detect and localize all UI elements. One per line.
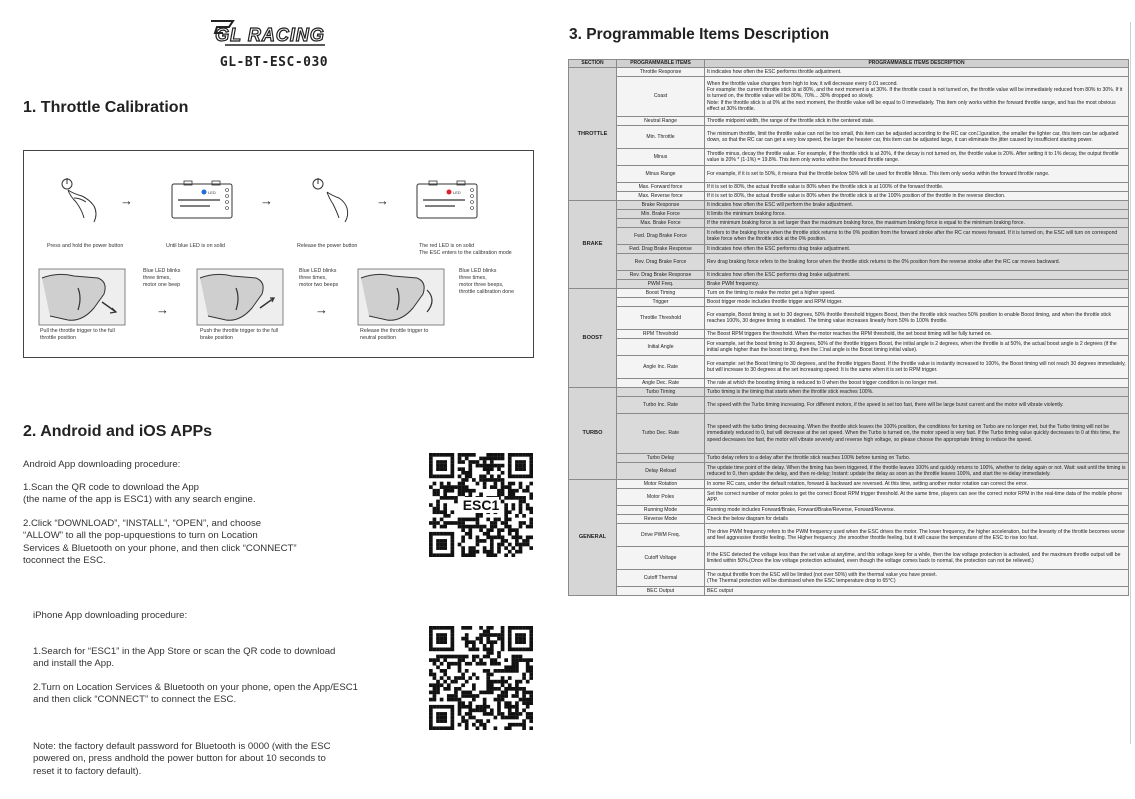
item-description-cell: Running mode includes Forward/Brake, Forward/Brake/Reverse, Forward/Reverse. <box>705 506 1129 515</box>
item-description-cell: The minimum throttle, limit the throttle value can not be too small, this item can be adjusted according to the RC car con☐guration, the smaller the lighter car, this item can be adjusted down, so that the RC car can get a very low speed, the larger the heavier car, this item can be adjusted large, it can eliminate the jitter caused by insufficient starting power. <box>705 126 1129 149</box>
item-name-cell: Minus Range <box>617 166 705 183</box>
item-description-cell: If it is set to 80%, the actual throttle value is 80% when the throttle stick is at 100% of the forward throttle. <box>705 183 1129 192</box>
item-description-cell: It refers to the braking force when the throttle stick returns to the 0% position from the forward stroke after the RC car moves forward. If it is turned on, the ESC will turn on correspond brake force when the throttle stick at the 0% position. <box>705 228 1129 245</box>
step-note: Blue LED blinks three times, motor three beeps, throttle calibration done <box>459 268 515 295</box>
transmitter-neutral-icon <box>357 268 445 326</box>
section-cell: BOOST <box>569 289 617 388</box>
item-name-cell: Coast <box>617 77 705 117</box>
item-name-cell: Reverse Mode <box>617 515 705 524</box>
table-row <box>569 126 1129 149</box>
item-description-cell: Brake PWM frequency. <box>705 280 1129 289</box>
item-name-cell: Throttle Threshold <box>617 307 705 330</box>
item-name-cell: Turbo Delay <box>617 454 705 463</box>
hand-press-icon <box>54 176 104 224</box>
table-row <box>569 388 1129 397</box>
item-name-cell: Trigger <box>617 298 705 307</box>
right-page <box>566 0 1135 799</box>
step-caption: Release the power button <box>297 243 358 249</box>
item-name-cell: PWM Freq. <box>617 280 705 289</box>
table-row <box>569 454 1129 463</box>
step-caption: Push the throttle trigger to the full brake position <box>200 328 279 341</box>
table-row <box>569 210 1129 219</box>
calibration-heading: 1. Throttle Calibration <box>23 99 189 116</box>
led-label: LED <box>453 190 461 195</box>
item-description-cell: It limits the minimum braking force. <box>705 210 1129 219</box>
programmable-items-table <box>568 59 1129 596</box>
table-row <box>569 397 1129 414</box>
table-row <box>569 414 1129 454</box>
item-description-cell: Throttle minus, decay the throttle value. For example, if the throttle stick is at 20%, if the decay is not turned on, the throttle value is 20%. After setting it to 1% decay, the output throttle value is 20% * (1-1%) = 19.8%. This item only works within the forward throttle range. <box>705 149 1129 166</box>
table-row <box>569 77 1129 117</box>
item-name-cell: Minus <box>617 149 705 166</box>
item-description-cell: Rev drag braking force refers to the braking force when the throttle stick returns to the 0% position from the reverse stroke after the RC car moves backward. <box>705 254 1129 271</box>
step-note: Blue LED blinks three times, motor two beeps <box>299 268 339 288</box>
item-description-cell: Set the correct number of motor poles to get the correct Boost RPM trigger threshold. At the same time, players can see the correct motor RPM in the real-time data of the mobile phone APP. <box>705 489 1129 506</box>
table-row <box>569 183 1129 192</box>
table-row <box>569 524 1129 547</box>
item-name-cell: Rev. Drag Brake Force <box>617 254 705 271</box>
table-row <box>569 339 1129 356</box>
table-row <box>569 149 1129 166</box>
col-section-header: SECTION <box>569 60 617 68</box>
esc-red-led-icon <box>415 180 481 222</box>
item-description-cell: The drive PWM frequency refers to the PWM frequency used when the ESC drives the motor. The lower frequency, the higher acceleration, but the linearity of the throttle becomes worse and feel aggressive throttle feeling. The Higher frequency ,the smoother throttle feeling, but it will cause the temperature of the ESC to rise too fast. <box>705 524 1129 547</box>
item-description-cell: It indicates how often the ESC performs drag brake adjustment. <box>705 271 1129 280</box>
table-row <box>569 307 1129 330</box>
step-caption: Press and hold the power button <box>47 243 124 249</box>
item-name-cell: Max. Forward force <box>617 183 705 192</box>
table-row <box>569 192 1129 201</box>
table-row <box>569 166 1129 183</box>
item-description-cell: If the ESC detected the voltage less than the set value at anytime, and this voltage keep for a while, then the low voltage protection is activated, and the maximum throttle output will be limited within 50%.(Once the low voltage protection activated, even though the voltage comes back to normal, the protection can not be relieved.) <box>705 547 1129 570</box>
item-description-cell: BEC output <box>705 587 1129 596</box>
item-description-cell: For example, Boost timing is set to 30 degrees, 50% throttle threshold triggers Boost, then the throttle stick reaches 50% position to enable Boost timing, and when the throttle stick reaches 100%, 30 degree timing is enabled. The timing value increases linearly from 50% to 100% throttle. <box>705 307 1129 330</box>
table-row <box>569 280 1129 289</box>
iphone-title: iPhone App downloading procedure: <box>33 610 188 621</box>
item-description-cell: In some RC cars, under the default rotation, forward & backward are reversed. At this time, setting another motor rotation can correct the error. <box>705 480 1129 489</box>
item-name-cell: RPM Threshold <box>617 330 705 339</box>
item-description-cell: For example, if it is set to 50%, it means that the throttle below 50% will be used for throttle Minus. This item only works within the forward throttle range. <box>705 166 1129 183</box>
item-description-cell: Boost trigger mode includes throttle trigger and RPM trigger. <box>705 298 1129 307</box>
table-row <box>569 298 1129 307</box>
item-description-cell: For example: set the Boost timing to 30 degrees, and the throttle triggers Boost. If the throttle value is instantly increased to 100%, the Boost timing will not reach 30 degrees immediately, but will increase to 30 degrees at the set increasing speed: It is the same when it is set to RPM trigger. <box>705 356 1129 379</box>
step-caption: Pull the throttle trigger to the full throttle position <box>40 328 115 341</box>
transmitter-pull-icon <box>38 268 126 326</box>
model-number: GL-BT-ESC-030 <box>219 55 329 70</box>
item-name-cell: Brake Response <box>617 201 705 210</box>
left-page <box>0 0 560 799</box>
item-name-cell: Cutoff Thermal <box>617 570 705 587</box>
table-row <box>569 515 1129 524</box>
item-name-cell: Turbo Dec. Rate <box>617 414 705 454</box>
hand-release-icon <box>305 176 355 224</box>
step-caption: Release the throttle trigger to neutral position <box>360 328 429 341</box>
table-row <box>569 219 1129 228</box>
android-qr-code[interactable] <box>429 453 533 557</box>
arrow-icon: → <box>260 193 273 208</box>
arrow-icon: → <box>376 193 389 208</box>
item-name-cell: Cutoff Voltage <box>617 547 705 570</box>
item-name-cell: Turbo Inc. Rate <box>617 397 705 414</box>
section-cell: THROTTLE <box>569 68 617 201</box>
bluetooth-note: Note: the factory default password for Bluetooth is 0000 (with the ESC powered on, press andhold the power button for about 10 seconds to reset it to factory default). <box>33 741 331 777</box>
item-description-cell: The rate at which the boosting timing is reduced to 0 when the boost trigger condition is no longer met. <box>705 379 1129 388</box>
table-row <box>569 570 1129 587</box>
table-row <box>569 379 1129 388</box>
item-name-cell: BEC Output <box>617 587 705 596</box>
item-name-cell: Max. Reverse force <box>617 192 705 201</box>
item-name-cell: Initial Angle <box>617 339 705 356</box>
table-row <box>569 489 1129 506</box>
table-row <box>569 587 1129 596</box>
item-description-cell: Turbo delay refers to a delay after the throttle stick reaches 100% before turning on Turbo. <box>705 454 1129 463</box>
calibration-diagram <box>23 150 534 358</box>
arrow-icon: → <box>315 302 328 317</box>
item-description-cell: The speed with the turbo timing decreasing. When the throttle stick leaves the 100% position, the conditions for turning on Turbo are no longer met, but the Turbo timing will not be immediately reduced to 0, but will decrease at the set speed. When the Turbo is turned on, the motor speed is very fast. If the Turbo timing value quickly decreases to 0 at this time, the speed decreases too fast, the motor will vibrate severely and reverse high voltage, so please choose the appropriate timing to reduce the speed. <box>705 414 1129 454</box>
table-header-row <box>569 60 1129 68</box>
item-name-cell: Rev. Drag Brake Response <box>617 271 705 280</box>
section-cell: GENERAL <box>569 480 617 596</box>
item-name-cell: Max. Brake Force <box>617 219 705 228</box>
item-name-cell: Motor Rotation <box>617 480 705 489</box>
logo-text: GL RACING <box>215 25 325 45</box>
item-description-cell: It indicates how often the ESC performs drag brake adjustment. <box>705 245 1129 254</box>
item-name-cell: Angle Dec. Rate <box>617 379 705 388</box>
item-name-cell: Throttle Response <box>617 68 705 77</box>
table-row <box>569 228 1129 245</box>
esc-blue-led-icon <box>170 180 236 222</box>
item-description-cell: For example, set the boost timing to 30 degrees, 50% of the throttle triggers Boost, the initial angle is 2 degrees, when the throttle is at 50%, the actual boost angle is 2 degrees (if the initial angle higher than the boost timing, then the ☐nal angle is the Boost timing initial value). <box>705 339 1129 356</box>
step-caption: The red LED is on solid The ESC enters to the calibration mode <box>419 243 512 256</box>
item-description-cell: The update time point of the delay. When the timing has been triggered, if the throttle leaves 100% and quickly returns to 100%, whether to delay again or not. Wait: wait until the timing is reduced to 0, then update the delay, and then re-delay; Instant: update the delay as soon as the throttle leaves 100%, and start the re-delay immediately. <box>705 463 1129 480</box>
led-label: LED <box>208 190 216 195</box>
android-step1: 1.Scan the QR code to download the App (the name of the app is ESC1) with any search engine. <box>23 482 256 506</box>
table-row <box>569 201 1129 210</box>
iphone-step2: 2.Turn on Location Services & Bluetooth on your phone, open the App/ESC1 and then click “CONNECT” to connect the ESC. <box>33 682 358 706</box>
item-name-cell: Motor Poles <box>617 489 705 506</box>
qr-label: ESC1 <box>462 497 500 513</box>
section-cell: BRAKE <box>569 201 617 289</box>
table-row <box>569 289 1129 298</box>
table-row <box>569 356 1129 379</box>
section-cell: TURBO <box>569 388 617 480</box>
table-row <box>569 463 1129 480</box>
item-description-cell: The speed with the Turbo timing increasing. For different motors, if the speed is set too fast, there will be large burst current and the motor will vibrate violently. <box>705 397 1129 414</box>
table-row <box>569 480 1129 489</box>
table-row <box>569 271 1129 280</box>
page-divider <box>1130 22 1131 744</box>
item-description-cell: Turbo timing is the timing that starts when the throttle stick reaches 100%. <box>705 388 1129 397</box>
item-description-cell: If the minimum braking force is set larger than the maximum braking force, the maximum braking force is equal to the minimum braking force. <box>705 219 1129 228</box>
table-row <box>569 117 1129 126</box>
android-title: Android App downloading procedure: <box>23 459 181 470</box>
col-items-header: PROGRAMMABLE ITEMS <box>617 60 705 68</box>
iphone-step1: 1.Search for “ESC1” in the App Store or scan the QR code to download and install the App. <box>33 646 336 670</box>
item-description-cell: When the throttle value changes from high to low, it will decrease every 0.01 second. For example: the current throttle stick is at 80%, and the next moment is at 30%. If the throttle coast is not turned on, the throttle value will be immediately reduced from 80% to 30%. If it is turned on, the throttle value will be 80%, 70%... 30% dropped so slowly. Note: If the throttle stick is at 0% at the next moment, the throttle value will be equal to 0 immediately. This item only works within the forward throttle range, and has the most obvious effect at 30% throttle. <box>705 77 1129 117</box>
item-description-cell: Turn on the timing to make the motor get a higher speed. <box>705 289 1129 298</box>
item-name-cell: Boost Timing <box>617 289 705 298</box>
table-row <box>569 506 1129 515</box>
table-row <box>569 68 1129 77</box>
item-description-cell: The Boost RPM triggers the threshold. When the motor reaches the RPM threshold, the set boost timing will be fully turned on. <box>705 330 1129 339</box>
item-name-cell: Delay Reload <box>617 463 705 480</box>
table-row <box>569 254 1129 271</box>
android-step2: 2.Click “DOWNLOAD”, “INSTALL”, “OPEN”, and choose “ALLOW” to all the pop-upquestions to turn on Location Services & Bluetooth on your phone, and then click “CONNECT” toconnect the ESC. <box>23 518 297 566</box>
item-name-cell: Drive PWM Freq. <box>617 524 705 547</box>
step-note: Blue LED blinks three times, motor one beep <box>143 268 181 288</box>
item-description-cell: If it is set to 80%, the actual throttle value is 80% when the throttle stick is at the 100% position of the throttle in the reverse direction. <box>705 192 1129 201</box>
item-name-cell: Neutral Range <box>617 117 705 126</box>
table-row <box>569 330 1129 339</box>
table-row <box>569 245 1129 254</box>
item-name-cell: Min. Throttle <box>617 126 705 149</box>
apps-heading: 2. Android and iOS APPs <box>23 423 213 440</box>
step-caption: Until blue LED is on solid <box>166 243 225 249</box>
item-description-cell: It indicates how often the ESC will perform the brake adjustment. <box>705 201 1129 210</box>
item-name-cell: Fwd. Drag Brake Force <box>617 228 705 245</box>
table-row <box>569 547 1129 570</box>
arrow-icon: → <box>120 193 133 208</box>
item-description-cell: The output throttle from the ESC will be limited (not over 50%) with the thermal value you have preset. (The Thermal protection will be dismissed when the ESC temperature drop to 65℃) <box>705 570 1129 587</box>
item-name-cell: Fwd. Drag Brake Response <box>617 245 705 254</box>
iphone-qr-code[interactable] <box>429 626 533 730</box>
item-name-cell: Turbo Timing <box>617 388 705 397</box>
item-description-cell: Throttle midpoint width, the range of the throttle stick in the centered state. <box>705 117 1129 126</box>
item-name-cell: Running Mode <box>617 506 705 515</box>
item-description-cell: It indicates how often the ESC performs throttle adjustment. <box>705 68 1129 77</box>
col-desc-header: PROGRAMMABLE ITEMS DESCRIPTION <box>705 60 1129 68</box>
item-name-cell: Min. Brake Force <box>617 210 705 219</box>
arrow-icon: → <box>156 302 169 317</box>
gl-racing-logo <box>205 15 335 51</box>
item-description-cell: Check the below diagram for details <box>705 515 1129 524</box>
item-name-cell: Angle Inc. Rate <box>617 356 705 379</box>
items-heading: 3. Programmable Items Description <box>569 26 830 43</box>
transmitter-push-icon <box>196 268 284 326</box>
